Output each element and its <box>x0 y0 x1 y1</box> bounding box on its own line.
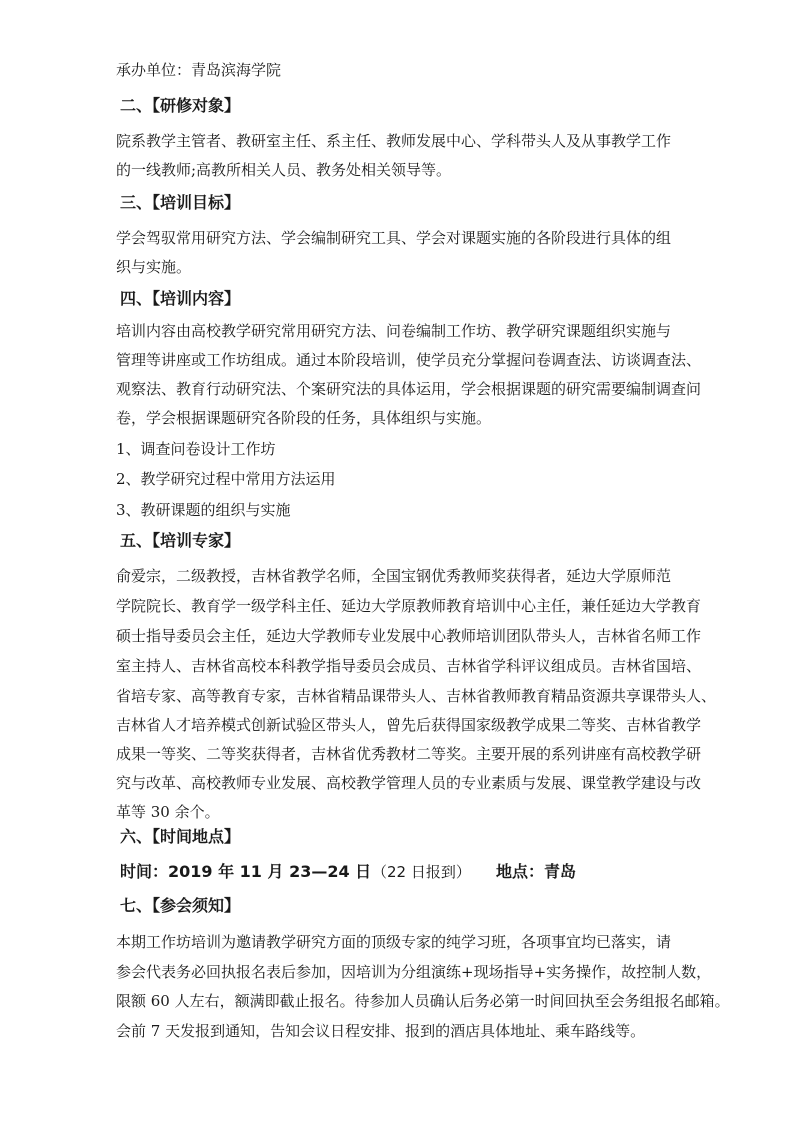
list-item: 3、教研课题的组织与实施 <box>116 501 291 519</box>
paragraph-line: 院系教学主管者、教研室主任、系主任、教师发展中心、学科带头人及从事教学工作 <box>116 132 672 150</box>
paragraph-line: 限额 60 人左右，额满即截止报名。待参加人员确认后务必第一时间回执至会务组报名邮箱。 <box>116 992 730 1010</box>
list-item: 1、调查问卷设计工作坊 <box>116 440 276 458</box>
paragraph-line: 的一线教师;高教所相关人员、教务处相关领导等。 <box>116 161 452 179</box>
paragraph-line: 吉林省人才培养模式创新试验区带头人，曾先后获得国家级教学成果二等奖、吉林省教学 <box>116 716 702 734</box>
paragraph-line: 本期工作坊培训为邀请教学研究方面的顶级专家的纯学习班，各项事宜均已落实，请 <box>116 933 672 951</box>
event-place: 地点：青岛 <box>496 862 577 881</box>
paragraph-line: 观察法、教育行动研究法、个案研究法的具体运用，学会根据课题的研究需要编制调查问 <box>116 380 702 398</box>
section-heading-time-place: 六、【时间地点】 <box>120 827 241 846</box>
paragraph-line: 革等 30 余个。 <box>116 803 220 821</box>
paragraph-line: 学院院长、教育学一级学科主任、延边大学原教师教育培训中心主任，兼任延边大学教育 <box>116 597 702 615</box>
section-heading-notice: 七、【参会须知】 <box>120 896 241 915</box>
paragraph-line: 室主持人、吉林省高校本科教学指导委员会成员、吉林省学科评议组成员。吉林省国培、 <box>116 657 702 675</box>
paragraph-line: 参会代表务必回执报名表后参加，因培训为分组演练+现场指导+实务操作，故控制人数， <box>116 963 712 981</box>
paragraph-line: 卷，学会根据课题研究各阶段的任务，具体组织与实施。 <box>116 409 492 427</box>
section-heading-experts: 五、【培训专家】 <box>120 531 241 550</box>
organizer-line: 承办单位：青岛滨海学院 <box>116 61 282 79</box>
time-place-line <box>120 859 576 882</box>
paragraph-line: 织与实施。 <box>116 258 192 276</box>
section-heading-goals: 三、【培训目标】 <box>120 193 241 212</box>
paragraph-line: 硕士指导委员会主任，延边大学教师专业发展中心教师培训团队带头人，吉林省名师工作 <box>116 627 702 645</box>
paragraph-line: 俞爱宗，二级教授，吉林省教学名师，全国宝钢优秀教师奖获得者，延边大学原师范 <box>116 567 672 585</box>
paragraph-line: 成果一等奖、二等奖获得者，吉林省优秀教材二等奖。主要开展的系列讲座有高校教学研 <box>116 745 702 763</box>
paragraph-line: 培训内容由高校教学研究常用研究方法、问卷编制工作坊、教学研究课题组织实施与 <box>116 322 672 340</box>
paragraph-line: 管理等讲座或工作坊组成。通过本阶段培训，使学员充分掌握问卷调查法、访谈调查法、 <box>116 351 702 369</box>
section-heading-participants: 二、【研修对象】 <box>120 96 241 115</box>
paragraph-line: 究与改革、高校教师专业发展、高校教学管理人员的专业素质与发展、课堂教学建设与改 <box>116 774 702 792</box>
paragraph-line: 省培专家、高等教育专家，吉林省精品课带头人、吉林省教师教育精品资源共享课带头人、 <box>116 687 717 705</box>
event-time: 时间：2019 年 11 月 23—24 日 <box>120 862 372 881</box>
paragraph-line: 会前 7 天发报到通知，告知会议日程安排、报到的酒店具体地址、乘车路线等。 <box>116 1022 646 1040</box>
paragraph-line: 学会驾驭常用研究方法、学会编制研究工具、学会对课题实施的各阶段进行具体的组 <box>116 229 672 247</box>
report-date: （22 日报到） <box>372 863 471 881</box>
section-heading-content: 四、【培训内容】 <box>120 289 241 308</box>
list-item: 2、教学研究过程中常用方法运用 <box>116 470 336 488</box>
